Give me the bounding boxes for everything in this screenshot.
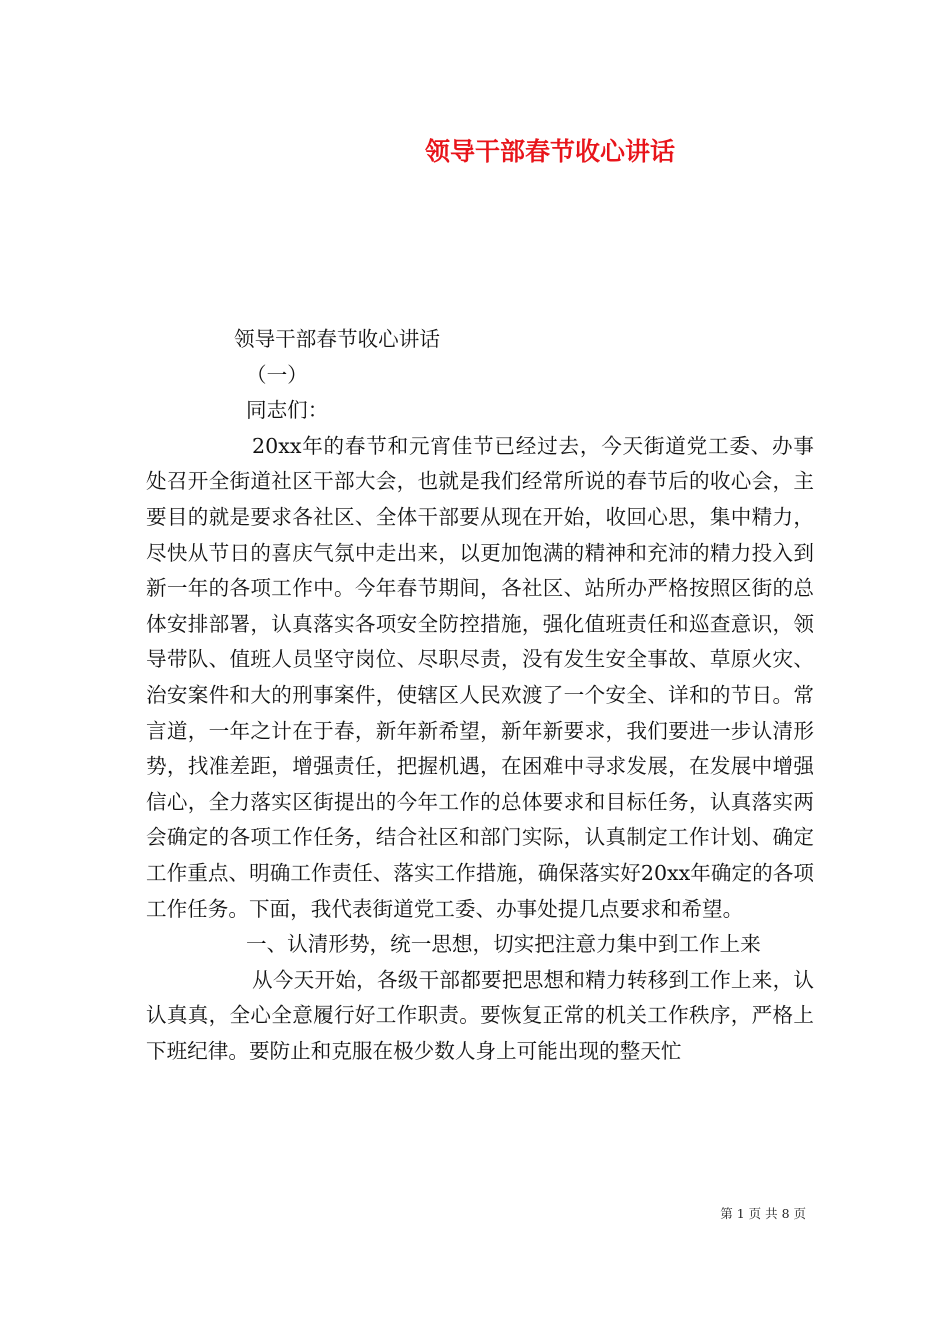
subtitle: 领导干部春节收心讲话 bbox=[234, 327, 440, 351]
document-title: 领导干部春节收心讲话 bbox=[424, 137, 675, 166]
page-number: 第 1 页 共 8 页 bbox=[720, 1206, 806, 1221]
document-body bbox=[146, 322, 814, 1069]
paragraph: 从今天开始，各级干部都要把思想和精力转移到工作上来，认认真真，全心全意履行好工作职责。要恢复正常的机关工作秩序，严格上下班纪律。要防止和克服在极少数人身上可能出现的整天忙 bbox=[146, 967, 814, 1063]
paragraph: 20xx年的春节和元宵佳节已经过去，今天街道党工委、办事处召开全街道社区干部大会，也就是我们经常所说的春节后的收心会，主要目的就是要求各社区、全体干部要从现在开始，收回心思，集中精力，尽快从节日的喜庆气氛中走出来，以更加饱满的精神和充沛的精力投入到新一年的各项工作中。今年春节期间，各社区、站所办严格按照区街的总体安排部署，认真落实各项安全防控措施，强化值班责任和巡查意识，领导带队、值班人员坚守岗位、尽职尽责，没有发生安全事故、草原火灾、治安案件和大的刑事案件，使辖区人民欢渡了一个安全、详和的节日。常言道，一年之计在于春，新年新希望，新年新要求，我们要进一步认清形势，找准差距，增强责任，把握机遇，在困难中寻求发展，在发展中增强信心，全力落实区街提出的今年工作的总体要求和目标任务，认真落实两会确定的各项工作任务，结合社区和部门实际，认真制定工作计划、确定工作重点、明确工作责任、落实工作措施，确保落实好20xx年确定的各项工作任务。下面，我代表街道党工委、办事处提几点要求和希望。 bbox=[146, 433, 814, 921]
section-heading: 一、认清形势，统一思想，切实把注意力集中到工作上来 bbox=[246, 932, 761, 957]
section-marker: （一） bbox=[246, 362, 308, 387]
greeting: 同志们： bbox=[246, 398, 329, 423]
